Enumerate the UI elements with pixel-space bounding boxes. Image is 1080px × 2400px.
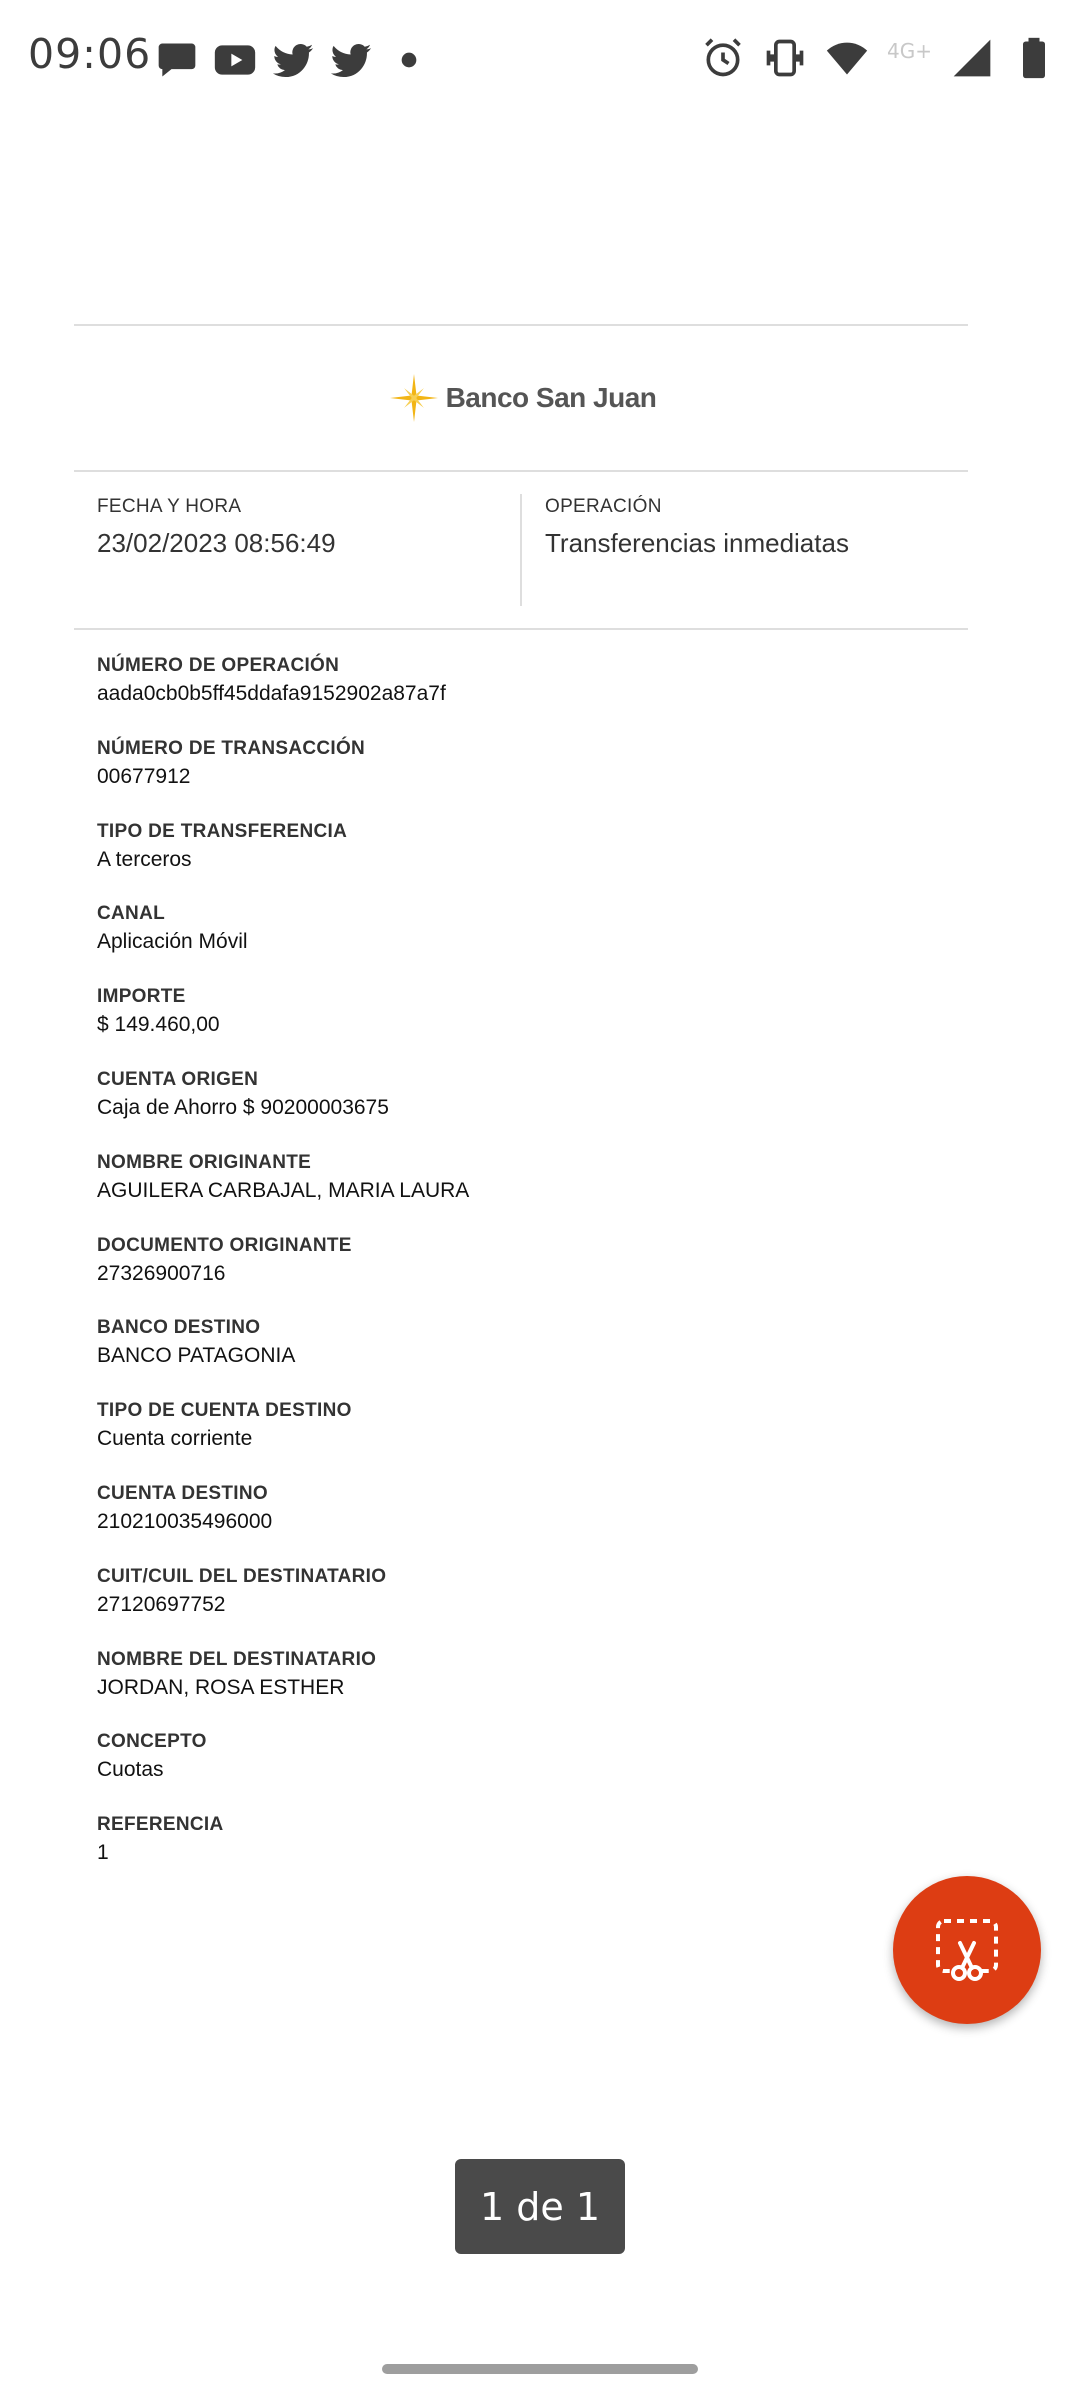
page-indicator — [455, 2159, 625, 2254]
field-originator-document — [97, 1234, 945, 1317]
field-transaction-number — [97, 737, 945, 820]
field-destination-bank — [97, 1316, 945, 1399]
field-value: A terceros — [97, 847, 192, 871]
field-label: NÚMERO DE OPERACIÓN — [97, 655, 340, 676]
field-destination-account — [97, 1482, 945, 1565]
field-value: 210210035496000 — [97, 1509, 273, 1533]
field-value: AGUILERA CARBAJAL, MARIA LAURA — [97, 1178, 470, 1202]
field-value: 27120697752 — [97, 1592, 226, 1616]
twitter-icon — [271, 38, 315, 82]
field-label: NOMBRE DEL DESTINATARIO — [97, 1648, 377, 1670]
field-value: Cuotas — [97, 1758, 164, 1782]
field-label: REFERENCIA — [97, 1814, 224, 1836]
field-value: 27326900716 — [97, 1261, 226, 1285]
signal-icon — [950, 36, 994, 80]
field-concept — [97, 1730, 945, 1813]
field-destination-account-type — [97, 1399, 945, 1482]
date-cell — [74, 494, 522, 606]
field-label: IMPORTE — [97, 986, 186, 1008]
field-label: CANAL — [97, 903, 165, 925]
bank-logo — [386, 370, 657, 426]
field-recipient-cuit — [97, 1565, 945, 1648]
operation-value: Transferencias inmediatas — [545, 528, 849, 558]
field-label: TIPO DE CUENTA DESTINO — [97, 1400, 352, 1422]
field-value: Cuenta corriente — [97, 1427, 253, 1451]
network-type: 4G+ — [887, 39, 932, 63]
clock: 09:06 — [28, 30, 152, 78]
field-amount — [97, 985, 945, 1068]
field-value: aada0cb0b5ff45ddafa9152902a87a7f — [97, 682, 446, 705]
system-icons — [701, 36, 1056, 80]
field-label: CUENTA ORIGEN — [97, 1068, 259, 1090]
field-value: 00677912 — [97, 764, 191, 788]
wifi-icon — [825, 36, 869, 80]
page-indicator-text: 1 de 1 — [479, 2184, 600, 2229]
field-value: Aplicación Móvil — [97, 930, 248, 954]
vibrate-icon — [763, 36, 807, 80]
screenshot-crop-icon — [932, 1915, 1002, 1985]
date-label: FECHA Y HORA — [97, 496, 242, 517]
field-value: 1 — [97, 1841, 109, 1865]
star-logo-icon — [386, 370, 442, 426]
field-label: CUENTA DESTINO — [97, 1482, 268, 1504]
field-originator-name — [97, 1151, 945, 1234]
field-reference — [97, 1813, 945, 1896]
field-operation-number — [97, 654, 945, 737]
operation-label: OPERACIÓN — [545, 496, 662, 517]
field-label: CONCEPTO — [97, 1731, 207, 1753]
dot-icon — [387, 38, 431, 82]
field-label: CUIT/CUIL DEL DESTINATARIO — [97, 1565, 387, 1587]
field-label: DOCUMENTO ORIGINANTE — [97, 1234, 352, 1256]
twitter-icon — [329, 38, 373, 82]
operation-cell — [522, 494, 968, 606]
detail-fields — [74, 630, 968, 1896]
field-source-account — [97, 1068, 945, 1151]
screenshot-crop-button[interactable] — [893, 1876, 1041, 2024]
date-value: 23/02/2023 08:56:49 — [97, 528, 336, 558]
battery-icon — [1012, 36, 1056, 80]
youtube-icon — [213, 38, 257, 82]
field-value: $ 149.460,00 — [97, 1013, 220, 1037]
field-label: NOMBRE ORIGINANTE — [97, 1151, 312, 1173]
summary-row — [74, 472, 968, 628]
field-label: TIPO DE TRANSFERENCIA — [97, 820, 348, 842]
alarm-icon — [701, 36, 745, 80]
field-transfer-type — [97, 820, 945, 903]
home-gesture-bar[interactable] — [382, 2364, 698, 2374]
field-value: Caja de Ahorro $ 90200003675 — [97, 1095, 389, 1119]
bank-name: Banco San Juan — [445, 382, 657, 413]
field-label: BANCO DESTINO — [97, 1317, 261, 1339]
transfer-receipt — [74, 324, 968, 1896]
chat-icon — [155, 38, 199, 82]
field-channel — [97, 902, 945, 985]
field-recipient-name — [97, 1648, 945, 1731]
bank-logo-row — [74, 326, 968, 470]
status-bar — [0, 0, 1080, 120]
field-value: JORDAN, ROSA ESTHER — [97, 1675, 345, 1699]
notification-icons — [155, 38, 431, 82]
field-value: BANCO PATAGONIA — [97, 1344, 296, 1368]
field-label: NÚMERO DE TRANSACCIÓN — [97, 737, 366, 759]
